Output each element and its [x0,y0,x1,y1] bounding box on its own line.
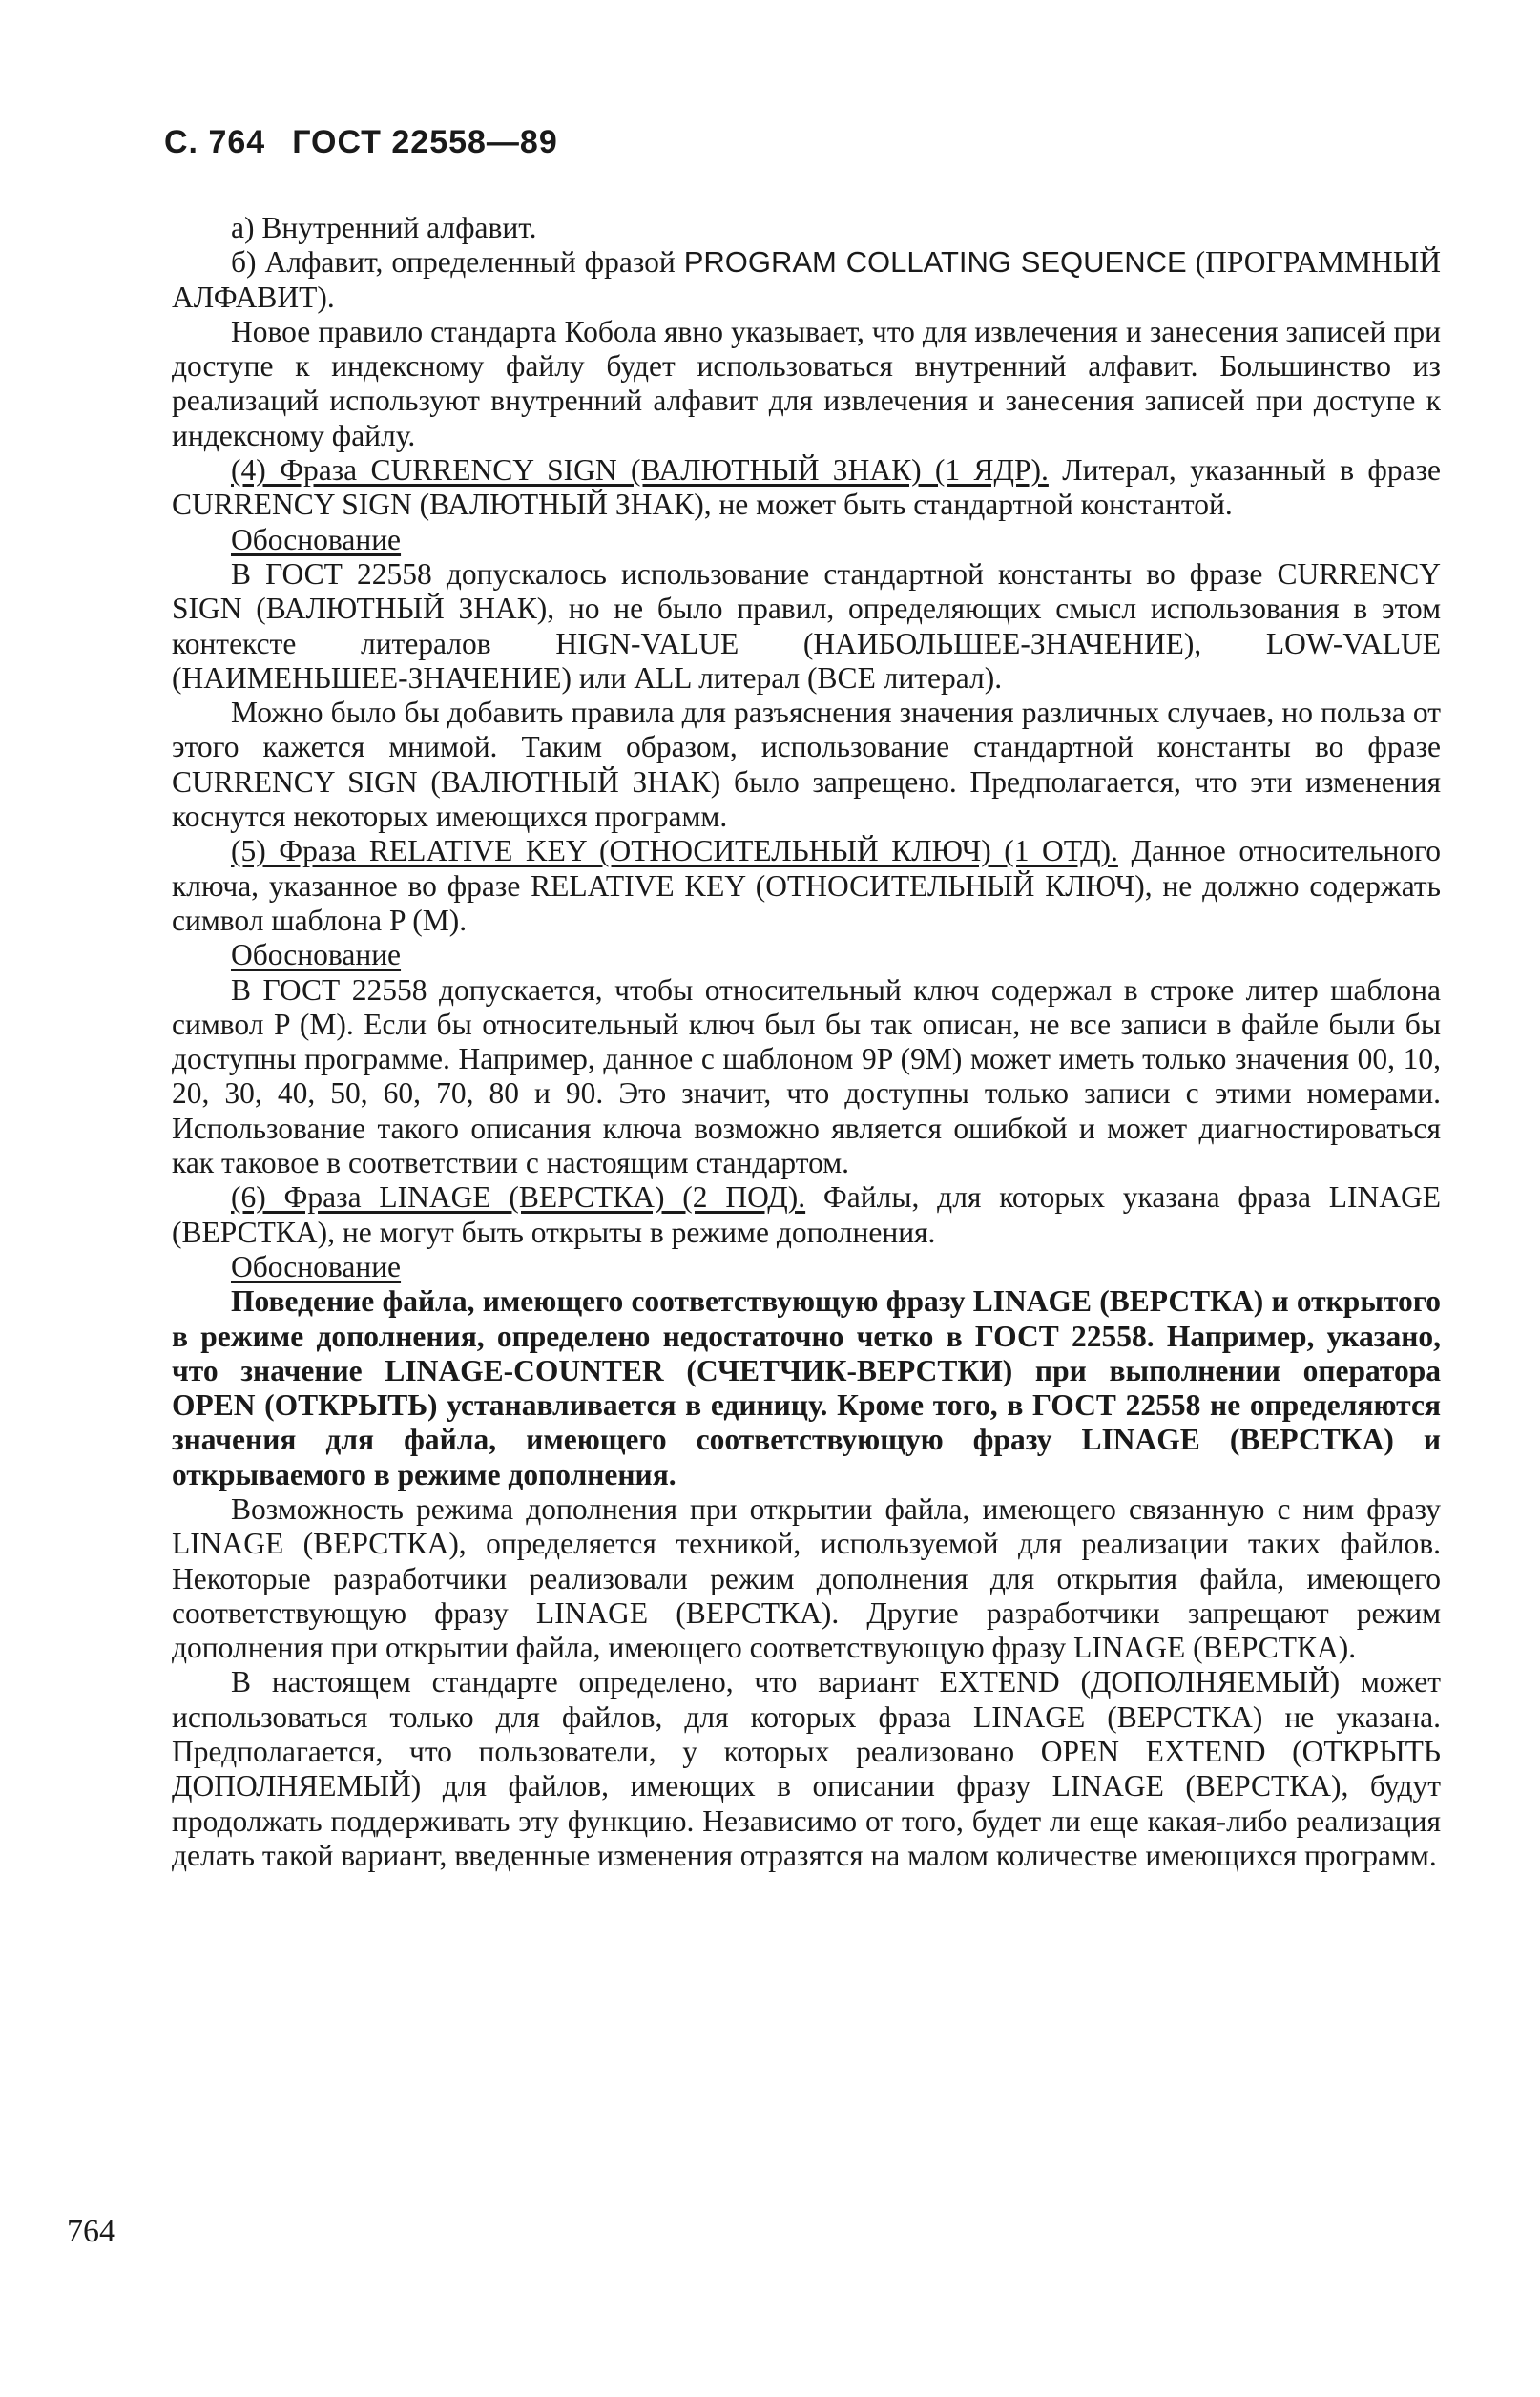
section-4 [172,453,1441,523]
section-6-text: Файлы, для которых указана фраза LINAGE (ВЕРСТКА), не могут быть открыты в режиме дополнения. [172,1180,1441,1249]
item-b-prefix: б) Алфавит, определенный фразой [231,245,684,280]
section-4-justification-heading: Обоснование [231,522,402,556]
section-4-text: Литерал, указанный в фразе CURRENCY SIGN (ВАЛЮТНЫЙ ЗНАК), не может быть стандартной константой. [172,453,1442,522]
section-5-justification: В ГОСТ 22558 допускается, чтобы относительный ключ содержал в строке литер шаблона символ P (M). Если бы относительный ключ был бы так описан, не все записи в файле были бы доступны программе. Например, данное с шаблоном 9P (9M) может иметь только значения 00, 10, 20, 30, 40, 50, 60, 70, 80 и 90. Это значит, что доступны только записи с этими номерами. Использование такого описания ключа возможно является ошибкой и может диагностироваться как таковое в соответствии с настоящим стандартом. [172,972,1441,1180]
item-b [172,245,1441,315]
section-5-text: Данное относительного ключа, указанное во фразе RELATIVE KEY (ОТНОСИТЕЛЬНЫЙ КЛЮЧ), не должно содержать символ шаблона P (M). [172,834,1441,937]
section-6-justification-1: Поведение файла, имеющего соответствующую фразу LINAGE (ВЕРСТКА) и открытого в режиме дополнения, определено недостаточно четко в ГОСТ 22558. Например, указано, что значение LINAGE-COUNTER (СЧЕТЧИК-ВЕРСТКИ) при выполнении оператора OPEN (ОТКРЫТЬ) устанавливается в единицу. Кроме того, в ГОСТ 22558 не определяются значения для файла, имеющего соответствующую фразу LINAGE (ВЕРСТКА) и открываемого в режиме дополнения. [172,1284,1441,1491]
body-text [172,211,1441,1873]
section-4-justification-1: В ГОСТ 22558 допускалось использование стандартной константы во фразе CURRENCY SIGN (ВАЛЮТНЫЙ ЗНАК), но не было правил, определяющих смысл использования в этом контексте литералов HIGN-VALUE (НАИБОЛЬШЕЕ-ЗНАЧЕНИЕ), LOW-VALUE (НАИМЕНЬШЕЕ-ЗНАЧЕНИЕ) или ALL литерал (ВСЕ литерал). [172,556,1441,695]
item-a: а) Внутренний алфавит. [231,211,537,244]
section-6 [172,1180,1441,1250]
section-5-title: (5) Фраза RELATIVE KEY (ОТНОСИТЕЛЬНЫЙ КЛЮЧ) (1 ОТД). [231,834,1118,868]
page-ref: С. 764 [164,124,266,160]
section-5-justification-heading: Обоснование [231,938,402,972]
page-number: 764 [67,2214,115,2249]
item-b-suffix: (ПРОГРАММНЫЙ АЛФАВИТ). [172,245,1441,314]
item-b-code: PROGRAM COLLATING SEQUENCE [683,245,1187,280]
section-5 [172,834,1441,938]
section-6-justification-2: Возможность режима дополнения при открытии файла, имеющего связанную с ним фразу LINAGE (ВЕРСТКА), определяется техникой, используемой для реализации таких файлов. Некоторые разработчики реализовали режим дополнения для открытия файла, имеющего соответствующую фразу LINAGE (ВЕРСТКА). Другие разработчики запрещают режим дополнения при открытии файла, имеющего соответствующую фразу LINAGE (ВЕРСТКА). [172,1491,1441,1665]
section-6-title: (6) Фраза LINAGE (ВЕРСТКА) (2 ПОД). [231,1180,806,1215]
section-4-justification-2: Можно было бы добавить правила для разъяснения значения различных случаев, но польза от этого кажется мнимой. Таким образом, использование стандартной константы во фразе CURRENCY SIGN (ВАЛЮТНЫЙ ЗНАК) было запрещено. Предполагается, что эти изменения коснутся некоторых имеющихся программ. [172,696,1441,834]
section-6-justification-3: В настоящем стандарте определено, что вариант EXTEND (ДОПОЛНЯЕМЫЙ) может использоваться только для файлов, для которых фраза LINAGE (ВЕРСТКА) не указана. Предполагается, что пользователи, у которых реализовано OPEN EXTEND (ОТКРЫТЬ ДОПОЛНЯЕМЫЙ) для файлов, имеющих в описании фразу LINAGE (ВЕРСТКА), будут продолжать поддерживать эту функцию. Независимо от того, будет ли еще какая-либо реализация делать такой вариант, введенные изменения отразятся на малом количестве имеющихся программ. [172,1665,1441,1872]
section-6-justification-heading: Обоснование [231,1249,402,1283]
document-page [164,124,1442,1873]
standard-designation: ГОСТ 22558—89 [292,124,558,160]
page-header [164,124,1441,161]
section-4-title: (4) Фраза CURRENCY SIGN (ВАЛЮТНЫЙ ЗНАК) (1 ЯДР). [231,453,1049,488]
paragraph-1: Новое правило стандарта Кобола явно указывает, что для извлечения и занесения записей при доступе к индексному файлу будет использоваться внутренний алфавит. Большинство из реализаций используют внутренний алфавит для извлечения и занесения записей при доступе к индексному файлу. [172,314,1441,452]
